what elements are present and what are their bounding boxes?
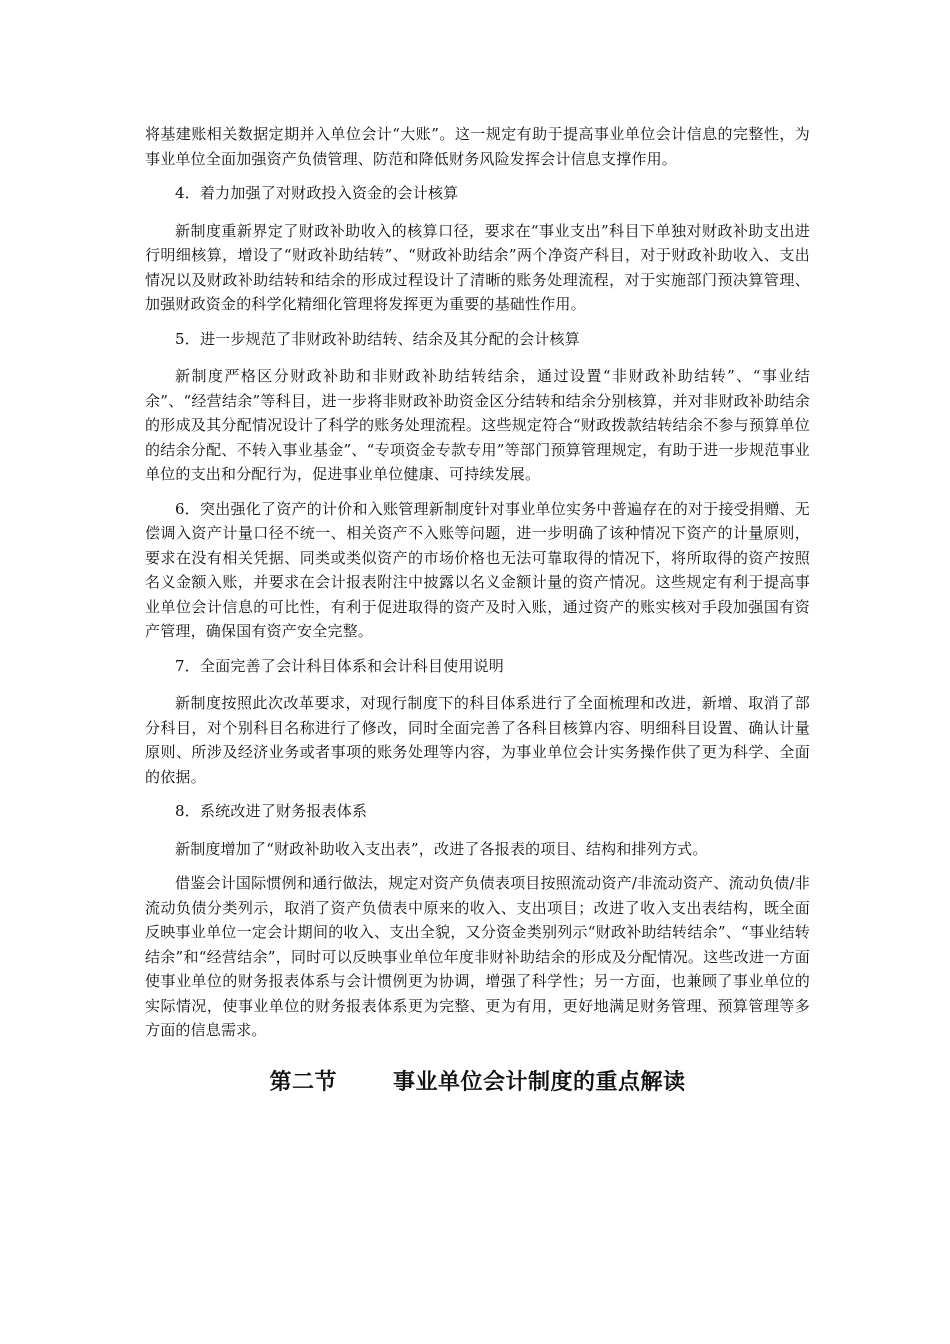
subheading-7: 7．全面完善了会计科目体系和会计科目使用说明 [175,656,504,675]
document-body [145,122,810,1096]
paragraph-6: 6．突出强化了资产的计价和入账管理新制度针对事业单位实务中普遍存在的对于接受捐赠、无偿调入资产计量口径不统一、相关资产不入账等问题，进一步明确了该种情况下资产的计量原则，要求在没有相关凭据、同类或类似资产的市场价格也无法可靠取得的情况下，将所取得的资产按照名义金额入账，并要求在会计报表附注中披露以名义金额计量的资产情况。这些规定有利于提高事业单位会计信息的可比性，有利于促进取得的资产及时入账，通过资产的账实核对手段加强国有资产管理，确保国有资产安全完整。 [145,499,810,640]
subheading-8: 8．系统改进了财务报表体系 [175,802,368,820]
section-title [145,1065,810,1096]
paragraph-7: 新制度按照此次改革要求，对现行制度下的科目体系进行了全面梳理和改进，新增、取消了部分科目，对个别科目名称进行了修改，同时全面完善了各科目核算内容、明细科目设置、确认计量原则、所涉及经济业务或者事项的账务处理等内容，为事业单位会计实务操作供了更为科学、全面的依据。 [145,694,810,786]
section-name: 事业单位会计制度的重点解读 [393,1069,686,1095]
section-number: 第二节 [269,1069,337,1095]
paragraph-4: 新制度重新界定了财政补助收入的核算口径，要求在“事业支出”科目下单独对财政补助支出进行明细核算，增设了“财政补助结转”、“财政补助结余”两个净资产科目，对于财政补助收入、支出情况以及财政补助结转和结余的形成过程设计了清晰的账务处理流程，对于实施部门预决算管理、加强财政资金的科学化精细化管理将发挥更为重要的基础性作用。 [145,221,810,313]
paragraph-5: 新制度严格区分财政补助和非财政补助结转结余，通过设置“非财政补助结转”、“事业结余”、“经营结余”等科目，进一步将非财政补助资金区分结转和结余分别核算，并对非财政补助结余的形成及其分配情况设计了科学的账务处理流程。这些规定符合“财政拨款结转结余不参与预算单位的结余分配、不转入事业基金”、“专项资金专款专用”等部门预算管理规定，有助于进一步规范事业单位的支出和分配行为，促进事业单位健康、可持续发展。 [145,367,810,483]
paragraph-continuation: 将基建账相关数据定期并入单位会计“大账”。这一规定有助于提高事业单位会计信息的完整性，为事业单位全面加强资产负债管理、防范和降低财务风险发挥会计信息支撑作用。 [145,125,810,168]
subheading-4: 4．着力加强了对财政投入资金的会计核算 [175,184,459,202]
paragraph-8a: 新制度增加了“财政补助收入支出表”，改进了各报表的项目、结构和排列方式。 [175,839,708,858]
subheading-5: 5．进一步规范了非财政补助结转、结余及其分配的会计核算 [175,329,580,348]
paragraph-8b: 借鉴会计国际惯例和通行做法，规定对资产负债表项目按照流动资产/非流动资产、流动负债/非流动负债分类列示，取消了资产负债表中原来的收入、支出项目；改进了收入支出表结构，既全面反映事业单位一定会计期间的收入、支出全貌，又分资金类别列示“财政补助结转结余”、“事业结转结余”和“经营结余”，同时可以反映事业单位年度非财补助结余的形成及分配情况。这些改进一方面使事业单位的财务报表体系与会计惯例更为协调，增强了科学性；另一方面，也兼顾了事业单位的实际情况，使事业单位的财务报表体系更为完整、更为有用，更好地满足财务管理、预算管理等多方面的信息需求。 [145,874,810,1039]
